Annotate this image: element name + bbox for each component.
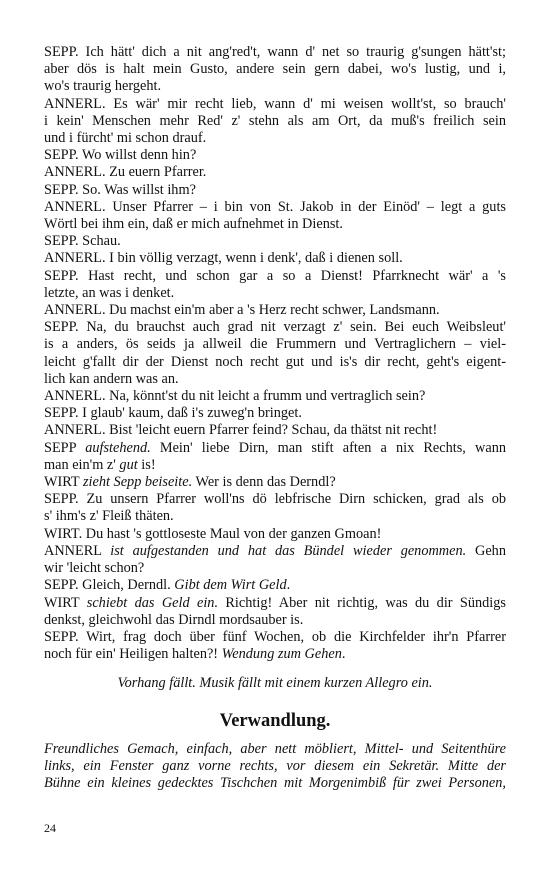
text-line: SEPP. Wo willst denn hin?	[44, 147, 197, 164]
scene-heading: Verwandlung.	[219, 710, 331, 731]
speech-text: SEPP. Gleich, Derndl.	[44, 577, 175, 594]
text-line: lich kan andern was an.	[44, 370, 179, 387]
speech-text: Wer is denn das Derndl?	[192, 474, 336, 491]
stage-note: Wendung zum Gehen	[221, 646, 342, 663]
text-line	[44, 595, 506, 612]
stage-note: aufstehend.	[85, 439, 151, 456]
description-line: Bühne ein kleines gedecktes Tischchen mit Morgenimbiß für zwei Personen,	[44, 774, 506, 791]
text-line: ANNERL. Bist 'leicht euern Pfarrer feind? Schau, da thätst nit recht!	[44, 422, 438, 439]
text-line: SEPP. Na, du brauchst auch grad nit verzagt z' sein. Bei euch Weibsleut'	[44, 319, 506, 336]
text-line: is a anders, ös seids ja allweil die Frummern und Vertraglichern – viel-	[44, 336, 506, 353]
text-line: ANNERL. Es wär' mir recht lieb, wann d' mi weisen wollt'st, so brauch'	[44, 95, 506, 112]
text-line: aber dös is halt mein Gusto, andere sein gern dabei, wo's lustig, und i,	[44, 61, 506, 78]
text-line: SEPP. So. Was willst ihm?	[44, 181, 196, 198]
text-line: wo's traurig hergeht.	[44, 78, 162, 95]
text-line: leicht g'fallt dir der Dienst noch recht gut und is's dir recht, geht's eigent-	[44, 353, 506, 370]
speech-text: WIRT	[44, 474, 83, 491]
dialogue-block-continued	[44, 440, 506, 664]
speech-text: Gehn	[466, 542, 506, 559]
speech-text: WIRT	[44, 594, 87, 611]
text-line	[44, 629, 506, 646]
stage-note: zieht Sepp beiseite.	[82, 474, 193, 491]
speech-text: .	[341, 646, 346, 663]
stage-note: ist aufgestanden und hat das Bündel wieder genommen.	[110, 542, 467, 559]
speech-text: s' ihm's z' Fleiß thäten.	[44, 508, 174, 525]
dialogue-block	[44, 44, 506, 440]
text-line	[44, 457, 506, 474]
description-line: Freundliches Gemach, einfach, aber nett möbliert, Mittel- und Seitenthüre	[44, 740, 506, 757]
text-line: letzte, an was i denket.	[44, 284, 175, 301]
text-line: ANNERL. Du machst ein'm aber a 's Herz recht schwer, Landsmann.	[44, 302, 440, 319]
speech-text: SEPP	[44, 439, 86, 456]
text-line	[44, 560, 506, 577]
text-line	[44, 526, 506, 543]
text-line: und i fürcht' mi schon drauf.	[44, 130, 207, 147]
text-line: ANNERL. Unser Pfarrer – i bin von St. Jakob in der Einöd' – legt a guts	[44, 198, 506, 215]
text-line: ANNERL. Na, könnt'st du nit leicht a frumm und vertraglich sein?	[44, 388, 426, 405]
text-line: Wörtl bei ihm ein, daß er mich aufnehmet in Dienst.	[44, 216, 343, 233]
speech-text: wir 'leicht schon?	[44, 560, 145, 577]
text-line	[44, 646, 506, 663]
speech-text: SEPP. Zu unsern Pfarrer woll'ns dö lebfrische Dirn schicken, grad als ob	[44, 491, 506, 508]
text-line	[44, 577, 506, 594]
text-line: i kein' Menschen mehr Red' z' stehn als am Ort, da muß's freilich sein	[44, 112, 506, 129]
text-line: SEPP. Ich hätt' dich a nit ang'red't, wann d' net so traurig g'sungen hätt'st;	[44, 44, 506, 60]
text-line	[44, 474, 506, 491]
text-line	[44, 491, 506, 508]
stage-note: schiebt das Geld ein.	[86, 594, 219, 611]
speech-text: Richtig! Aber nit richtig, was du dir Sündigs	[218, 594, 506, 611]
page-body	[44, 44, 506, 792]
text-line: SEPP. Hast recht, und schon gar a so a Dienst! Pfarrknecht wär' a 's	[44, 267, 506, 284]
text-line: SEPP. I glaub' kaum, daß i's zuweg'n bringet.	[44, 405, 302, 422]
speech-text: ANNERL	[44, 542, 111, 559]
speech-text: noch für ein' Heiligen halten?!	[44, 646, 222, 663]
speech-text: WIRT. Du hast 's gottloseste Maul von der ganzen Gmoan!	[44, 525, 382, 542]
text-line: ANNERL. Zu euern Pfarrer.	[44, 164, 207, 181]
speech-text: man ein'm z'	[44, 456, 120, 473]
page-number: 24	[44, 821, 56, 835]
scene-description	[44, 741, 506, 793]
text-line	[44, 612, 506, 629]
stage-note: Gibt dem Wirt Geld	[174, 577, 287, 594]
text-line	[44, 543, 506, 560]
text-line: ANNERL. I bin völlig verzagt, wenn i denk', daß i dienen soll.	[44, 250, 403, 267]
text-line	[44, 508, 506, 525]
stage-note: gut	[119, 456, 138, 473]
speech-text: .	[286, 577, 291, 594]
stage-direction: Vorhang fällt. Musik fällt mit einem kurzen Allegro ein.	[117, 675, 433, 692]
text-line	[44, 440, 506, 457]
text-line: SEPP. Schau.	[44, 233, 121, 250]
speech-text: Mein' liebe Dirn, man stift aften a nix Rechts, wann	[150, 439, 506, 456]
description-line: links, ein Fenster ganz vorne rechts, vor diesem ein Sekretär. Mitte der	[44, 757, 506, 774]
speech-text: denkst, gleichwohl das Dirndl mordsauber is.	[44, 611, 304, 628]
speech-text: SEPP. Wirt, frag doch über fünf Wochen, ob die Kirchfelder ihr'n Pfarrer	[44, 628, 506, 645]
speech-text: is!	[137, 456, 156, 473]
